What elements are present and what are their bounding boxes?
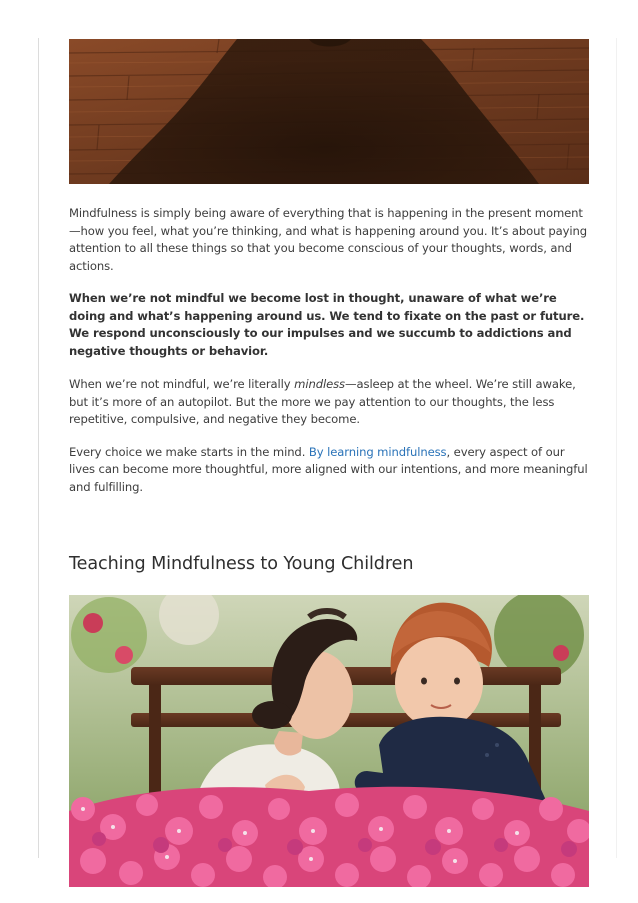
learning-mindfulness-link[interactable]: By learning mindfulness	[308, 444, 447, 459]
mindless-emphasis: mindless	[294, 377, 345, 391]
right-divider	[616, 38, 617, 858]
article-body	[69, 39, 589, 887]
intro-paragraph: Mindfulness is simply being aware of everything that is happening in the present moment—how you feel, what you’re thinking, and what is happening around you. It’s about paying attention to all these things so that you become conscious of your thoughts, words, and actions.	[69, 206, 588, 273]
mindless-paragraph-lead: When we’re not mindful, we’re literally	[69, 377, 295, 391]
left-divider	[38, 38, 39, 858]
mindless-paragraph	[69, 376, 589, 429]
choice-paragraph-tail: , every aspect of our lives can become more thoughtful, more aligned with our intentions, and more meaningful and fulfilling.	[69, 444, 588, 494]
hero-image	[69, 39, 589, 184]
choice-paragraph	[69, 444, 589, 497]
hero-shadow-illustration	[69, 39, 589, 184]
section-heading: Teaching Mindfulness to Young Children	[69, 554, 414, 574]
mindless-paragraph-tail: —asleep at the wheel. We’re still awake, but it’s more of an autopilot. But the more we pay attention to our thoughts, the less repetitive, compulsive, and negative they become.	[69, 377, 576, 426]
mother-child-photo	[69, 595, 589, 887]
bold-paragraph: When we’re not mindful we become lost in thought, unaware of what we’re doing and what’s happening around us. We tend to fixate on the past or future. We respond unconsciously to our impulses and we succumb to addictions and negative thoughts or behavior.	[69, 291, 585, 358]
choice-paragraph-lead: Every choice we make starts in the mind.	[69, 444, 309, 459]
mother-child-illustration	[69, 595, 589, 887]
